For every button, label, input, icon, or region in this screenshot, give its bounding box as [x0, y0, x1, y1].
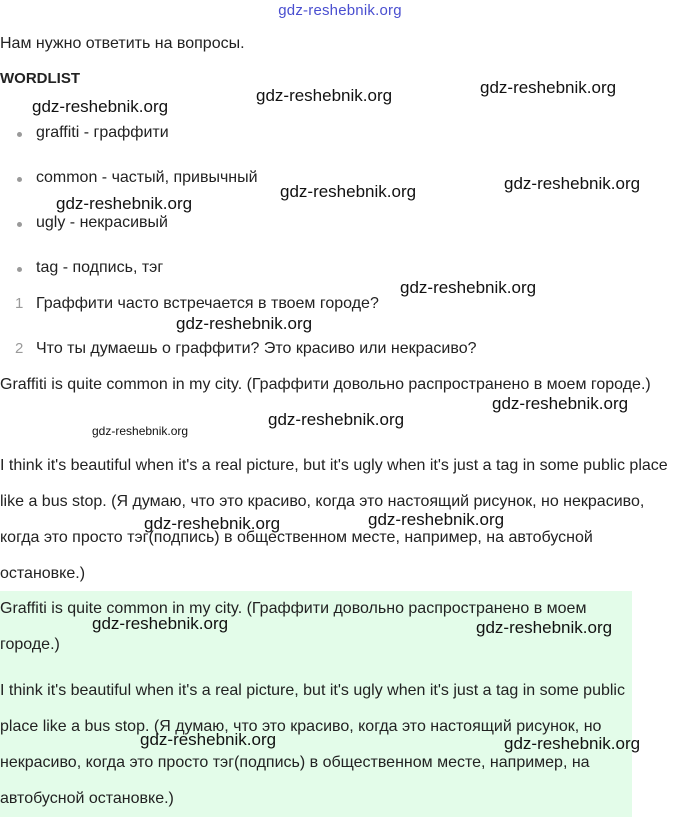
watermark: gdz-reshebnik.org	[476, 618, 613, 637]
bullet-dot-icon	[17, 132, 22, 137]
header-watermark: gdz-reshebnik.org	[278, 2, 402, 19]
watermark: gdz-reshebnik.org	[176, 314, 313, 333]
intro-text: Нам нужно ответить на вопросы.	[0, 35, 245, 52]
watermark: gdz-reshebnik.org	[56, 194, 193, 213]
watermark: gdz-reshebnik.org	[256, 86, 393, 105]
answer-paragraph: I think it's beautiful when it's a real picture, but it's ugly when it's just a tag in some public place like a bus stop. (Я думаю, что это красиво, когда это настоящий рисунок, но некрасиво, когда это просто тэг(подпись) в общественном месте, например, на автобусной остановке.)	[0, 457, 668, 582]
wordlist-item-text: ugly - некрасивый	[36, 214, 168, 231]
watermark: gdz-reshebnik.org	[504, 734, 641, 753]
watermark: gdz-reshebnik.org	[144, 514, 281, 533]
watermark: gdz-reshebnik.org	[280, 182, 417, 201]
question-number: 2	[15, 340, 24, 357]
question-number: 1	[15, 295, 24, 312]
watermark: gdz-reshebnik.org	[480, 78, 617, 97]
wordlist-item-text: tag - подпись, тэг	[36, 259, 164, 276]
watermark: gdz-reshebnik.org	[32, 97, 169, 116]
wordlist-title: WORDLIST	[0, 70, 80, 87]
watermark: gdz-reshebnik.org	[140, 730, 277, 749]
highlighted-paragraph: Graffiti is quite common in my city. (Граффити довольно распространено в моем городе.)	[0, 600, 587, 653]
highlighted-paragraph: I think it's beautiful when it's a real picture, but it's ugly when it's just a tag in some public place like a bus stop. (Я думаю, что это красиво, когда это настоящий рисунок, но некрасиво, когда это просто тэг(подпись) в общественном месте, например, на автобусной остановке.)	[0, 682, 625, 807]
watermark: gdz-reshebnik.org	[92, 614, 229, 633]
bullet-dot-icon	[17, 177, 22, 182]
watermark: gdz-reshebnik.org	[400, 278, 537, 297]
question-text: Что ты думаешь о граффити? Это красиво или некрасиво?	[36, 340, 477, 357]
watermark: gdz-reshebnik.org	[504, 174, 641, 193]
watermark: gdz-reshebnik.org	[368, 510, 505, 529]
answer-paragraph: Graffiti is quite common in my city. (Граффити довольно распространено в моем городе.)	[0, 376, 651, 393]
watermark: gdz-reshebnik.org	[92, 424, 189, 438]
wordlist-item-text: graffiti - граффити	[36, 124, 169, 141]
watermark: gdz-reshebnik.org	[268, 410, 405, 429]
bullet-dot-icon	[17, 267, 22, 272]
watermark: gdz-reshebnik.org	[492, 394, 629, 413]
bullet-dot-icon	[17, 222, 22, 227]
question-text: Граффити часто встречается в твоем городе?	[36, 295, 379, 312]
wordlist-item-text: common - частый, привычный	[36, 169, 258, 186]
